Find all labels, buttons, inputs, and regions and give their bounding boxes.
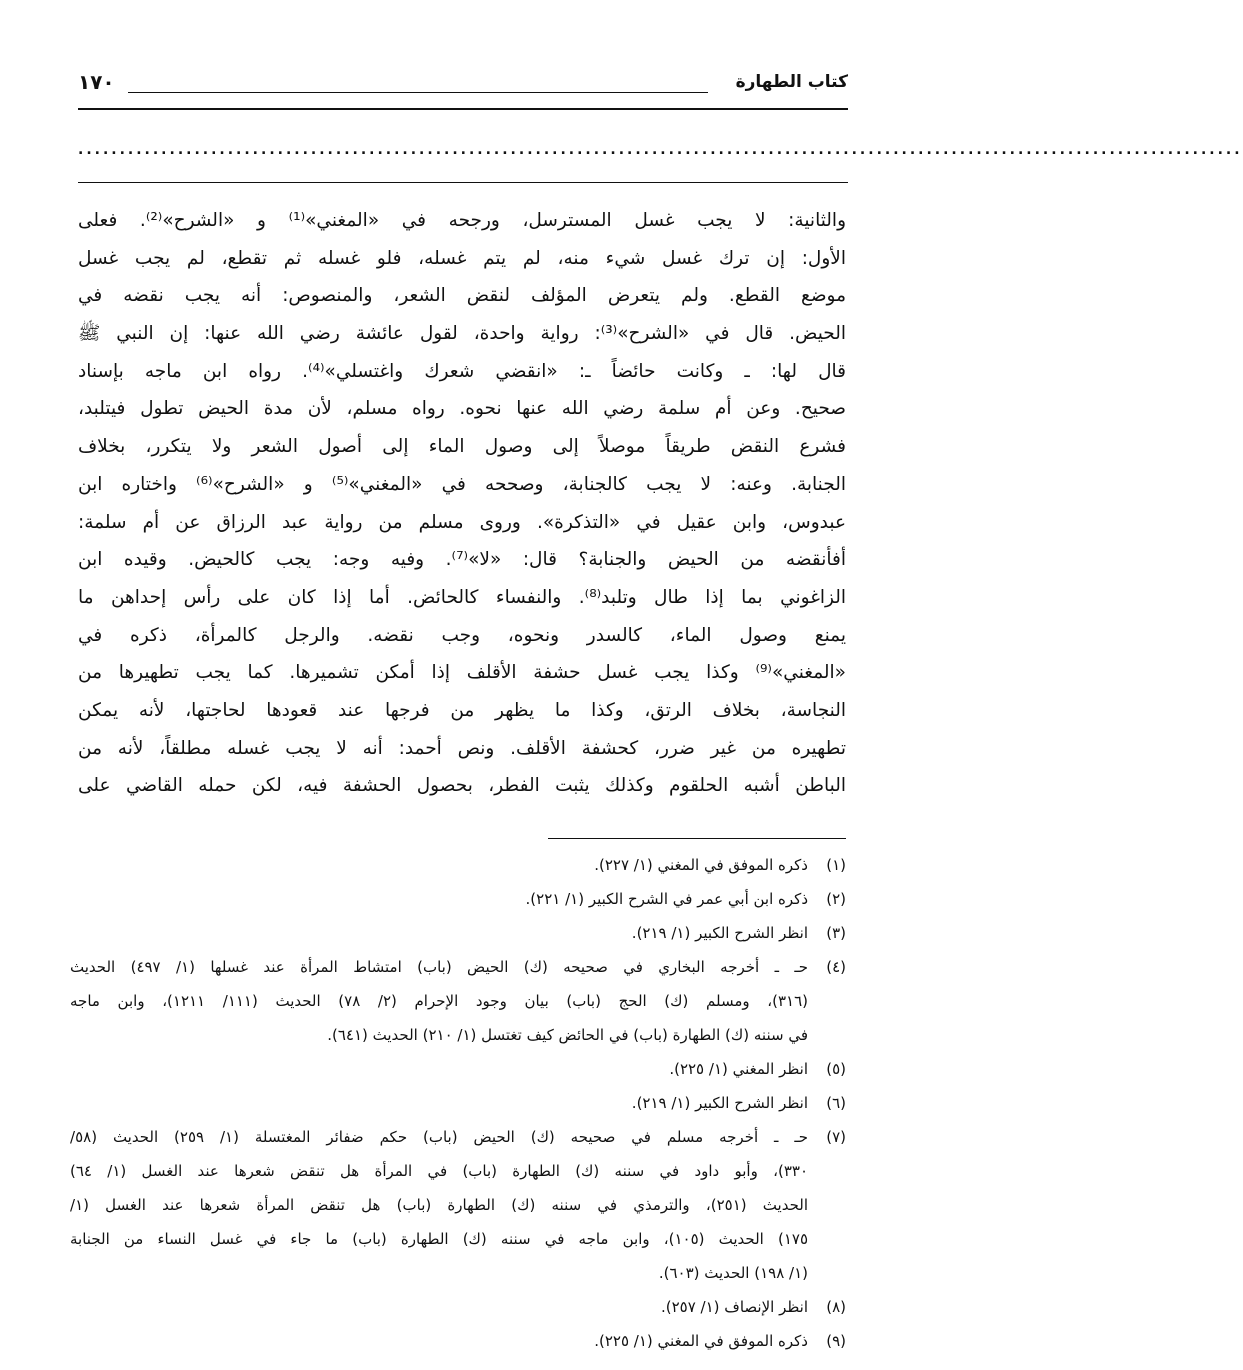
footnote-line: انظر الشرح الكبير (١/ ٢١٩). <box>631 1094 808 1112</box>
footnote <box>70 916 846 950</box>
text-line: الأول: إن ترك غسل شيء منه، لم يتم غسله، فلو غسله ثم تقطع، لم يجب غسل <box>78 247 846 269</box>
footnote <box>70 882 846 916</box>
text-line: الحيض. قال في «الشرح»⁽³⁾: رواية واحدة، لقول عائشة رضي الله عنها: إن النبي ﷺ <box>78 323 846 345</box>
footnote-line: حـ ـ أخرجه البخاري في صحيحه (ك) الحيض (باب) امتشاط المرأة عند غسلها (١/ ٤٩٧) الحديث <box>70 958 809 976</box>
main-text <box>78 202 846 805</box>
footnote-number: (٨) <box>826 1298 846 1316</box>
footnote-number: (١) <box>826 856 846 874</box>
footnote-line: ذكره الموفق في المغني (١/ ٢٢٧). <box>594 856 808 874</box>
footnote-line: ٣٣٠)، وأبو داود في سننه (ك) الطهارة (باب) في المرأة هل تنقض شعرها عند الغسل (١/ ٦٤) <box>70 1162 808 1180</box>
footnote-number: (٣) <box>826 924 846 942</box>
dotted-separator: ............................................................................................................................................ <box>78 142 1243 158</box>
footnote-line: في سننه (ك) الطهارة (باب) في الحائض كيف تغتسل (١/ ٢١٠) الحديث (٦٤١). <box>327 1026 808 1044</box>
text-line: أفأنقضه من الحيض والجنابة؟ قال: «لا»⁽⁷⁾. وفيه وجه: يجب كالحيض. وقيده ابن <box>78 549 846 571</box>
footnote-rule <box>548 838 846 839</box>
footnote-line: (٣١٦)، ومسلم (ك) الحج (باب) بيان وجود الإحرام (٢/ ٧٨) الحديث (١١١/ ١٢١١)، وابن ماجه <box>70 992 808 1010</box>
text-line: فشرع النقض طريقاً موصلاً إلى وصول الماء إلى أصول الشعر ولا يتكرر، بخلاف <box>78 436 846 458</box>
section-divider <box>78 182 848 183</box>
header-rule <box>128 92 708 93</box>
footnote-number: (٥) <box>826 1060 846 1078</box>
footnote <box>70 1052 846 1086</box>
footnote-number: (٩) <box>826 1332 846 1350</box>
text-line: «المغني»⁽⁹⁾ وكذا يجب غسل حشفة الأقلف إذا أمكن تشميرها. كما يجب تطهيرها من <box>78 662 846 684</box>
text-line: يمنع وصول الماء، كالسدر ونحوه، وجب نقضه. والرجل كالمرأة، ذكره في <box>78 624 846 646</box>
text-line: عبدوس، وابن عقيل في «التذكرة». وروى مسلم من رواية عبد الرزاق عن أم سلمة: <box>78 511 846 533</box>
running-header <box>78 72 848 98</box>
footnote-line: الحديث (٢٥١)، والترمذي في سننه (ك) الطهارة (باب) هل تنقض المرأة شعرها عند الغسل (١/ <box>70 1196 808 1214</box>
footnote-line: انظر الشرح الكبير (١/ ٢١٩). <box>631 924 808 942</box>
footnote-number: (٧) <box>826 1128 846 1146</box>
text-line: تطهيره من غير ضرر، كحشفة الأقلف. ونص أحمد: أنه لا يجب غسله مطلقاً، لأنه من <box>78 737 846 759</box>
text-line: قال لها: ـ وكانت حائضاً ـ: «انقضي شعرك واغتسلي»⁽⁴⁾. رواه ابن ماجه بإسناد <box>78 360 846 382</box>
text-line: الزاغوني بما إذا طال وتلبد⁽⁸⁾. والنفساء كالحائض. أما إذا كان على رأس إحداهن ما <box>78 586 846 608</box>
footnote <box>70 950 846 1052</box>
text-line: موضع القطع. ولم يتعرض المؤلف لنقض الشعر، والمنصوص: أنه يجب نقضه في <box>78 285 846 307</box>
footnote-line: انظر المغني (١/ ٢٢٥). <box>669 1060 808 1078</box>
header-divider <box>78 108 848 110</box>
chapter-title: كتاب الطهارة <box>735 72 848 92</box>
text-line: صحيح. وعن أم سلمة رضي الله عنها نحوه. رواه مسلم، لأن مدة الحيض تطول فيتلبد، <box>78 398 846 420</box>
footnote-line: (١/ ١٩٨) الحديث (٦٠٣). <box>658 1264 808 1282</box>
footnote <box>70 1290 846 1324</box>
text-line: الباطن أشبه الحلقوم وكذلك يثبت الفطر، بحصول الحشفة فيه، لكن حمله القاضي على <box>78 775 846 797</box>
footnote <box>70 1120 846 1290</box>
footnote <box>70 1086 846 1120</box>
footnote-number: (٤) <box>826 958 846 976</box>
footnote-line: انظر الإنصاف (١/ ٢٥٧). <box>660 1298 808 1316</box>
footnotes <box>70 848 846 1358</box>
footnote-line: ذكره الموفق في المغني (١/ ٢٢٥). <box>594 1332 808 1350</box>
page-number: ١٧٠ <box>78 70 115 94</box>
footnote <box>70 1324 846 1358</box>
footnote <box>70 848 846 882</box>
footnote-line: حـ ـ أخرجه مسلم في صحيحه (ك) الحيض (باب) حكم ضفائر المغتسلة (١/ ٢٥٩) الحديث (٥٨/ <box>70 1128 808 1146</box>
footnote-line: ١٧٥) الحديث (١٠٥)، وابن ماجه في سننه (ك) الطهارة (باب) ما جاء في غسل النساء من الجنابة <box>70 1230 808 1248</box>
text-line: الجنابة. وعنه: لا يجب كالجنابة، وصححه في «المغني»⁽⁵⁾ و «الشرح»⁽⁶⁾ واختاره ابن <box>78 473 846 495</box>
footnote-number: (٦) <box>826 1094 846 1112</box>
text-line: والثانية: لا يجب غسل المسترسل، ورجحه في «المغني»⁽¹⁾ و «الشرح»⁽²⁾. فعلى <box>78 210 846 231</box>
text-line: النجاسة، بخلاف الرتق، وكذا ما يظهر من فرجها عند قعودها لحاجتها، لأنه يمكن <box>78 699 846 721</box>
footnote-number: (٢) <box>826 890 846 908</box>
footnote-line: ذكره ابن أبي عمر في الشرح الكبير (١/ ٢٢١). <box>525 890 808 908</box>
